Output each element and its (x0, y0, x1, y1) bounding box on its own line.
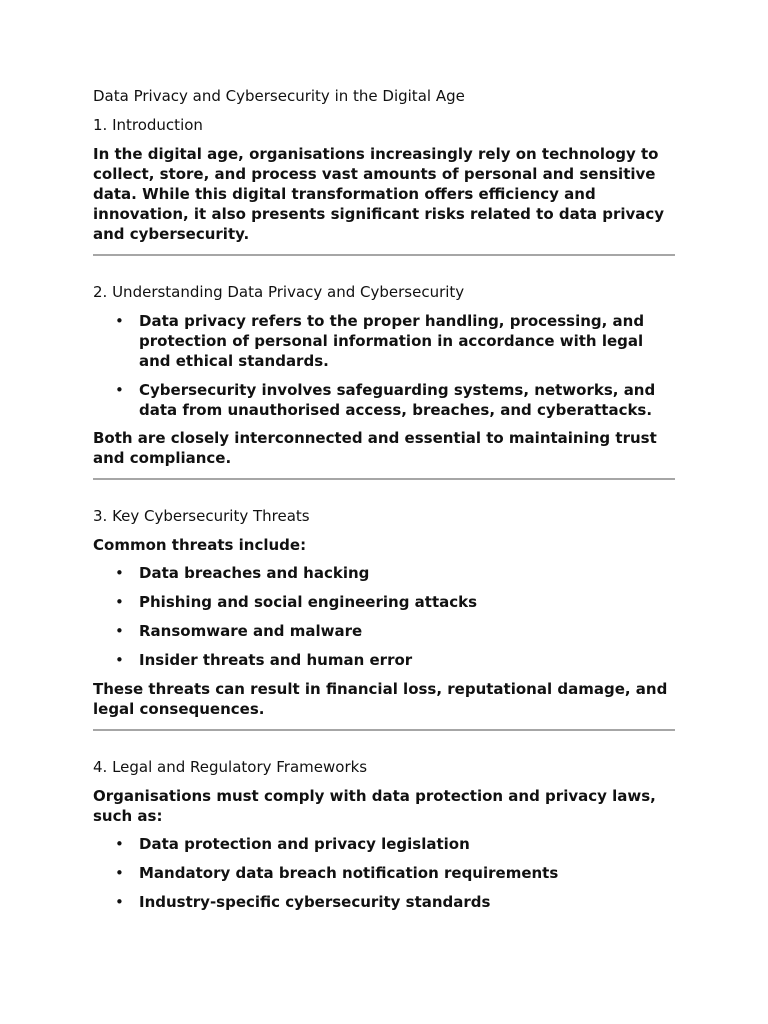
section-heading: 3. Key Cybersecurity Threats (93, 507, 310, 525)
section-paragraph: In the digital age, organisations increasingly rely on technology to collect, store, and process vast amounts of personal and sensitive data. While this digital transformation offers efficiency and innovation, it also presents significant risks related to data privacy and cybersecurity. (93, 145, 665, 243)
section-divider (93, 254, 675, 256)
bullet-icon: • (115, 593, 124, 611)
bullet-list (93, 563, 675, 670)
list-item-text: Ransomware and malware (139, 622, 363, 640)
bullet-icon: • (115, 651, 124, 669)
section-closing: Both are closely interconnected and essential to maintaining trust and compliance. (93, 429, 657, 467)
section-heading: 1. Introduction (93, 116, 203, 134)
list-item (115, 311, 675, 371)
list-item (115, 892, 675, 912)
section-threats (93, 506, 675, 719)
list-item-text: Mandatory data breach notification requirements (139, 864, 559, 882)
list-item (115, 563, 675, 583)
list-item-text: Phishing and social engineering attacks (139, 593, 478, 611)
list-item-text: Cybersecurity involves safeguarding systems, networks, and data from unauthorised access, breaches, and cyberattacks. (139, 381, 656, 419)
list-item-text: Insider threats and human error (139, 651, 413, 669)
list-item-text: Industry-specific cybersecurity standards (139, 893, 491, 911)
section-intro: Organisations must comply with data protection and privacy laws, such as: (93, 787, 656, 825)
list-item (115, 621, 675, 641)
bullet-list (93, 834, 675, 912)
bullet-icon: • (115, 893, 124, 911)
bullet-icon: • (115, 564, 124, 582)
list-item (115, 380, 675, 420)
section-divider (93, 478, 675, 480)
section-understanding (93, 282, 675, 468)
list-item-text: Data privacy refers to the proper handling, processing, and protection of personal information in accordance with legal and ethical standards. (139, 312, 645, 370)
document-page (93, 86, 675, 921)
document-title: Data Privacy and Cybersecurity in the Digital Age (93, 87, 465, 105)
bullet-icon: • (115, 835, 124, 853)
section-introduction (93, 115, 675, 244)
bullet-icon: • (115, 622, 124, 640)
list-item (115, 863, 675, 883)
bullet-list (93, 311, 675, 420)
list-item (115, 834, 675, 854)
bullet-icon: • (115, 864, 124, 882)
list-item-text: Data breaches and hacking (139, 564, 370, 582)
bullet-icon: • (115, 312, 124, 330)
list-item (115, 650, 675, 670)
section-heading: 2. Understanding Data Privacy and Cybersecurity (93, 283, 465, 301)
section-legal (93, 757, 675, 912)
section-heading: 4. Legal and Regulatory Frameworks (93, 758, 368, 776)
list-item (115, 592, 675, 612)
section-divider (93, 729, 675, 731)
list-item-text: Data protection and privacy legislation (139, 835, 470, 853)
section-closing: These threats can result in financial loss, reputational damage, and legal consequences. (93, 680, 668, 718)
section-intro: Common threats include: (93, 536, 307, 554)
bullet-icon: • (115, 381, 124, 399)
